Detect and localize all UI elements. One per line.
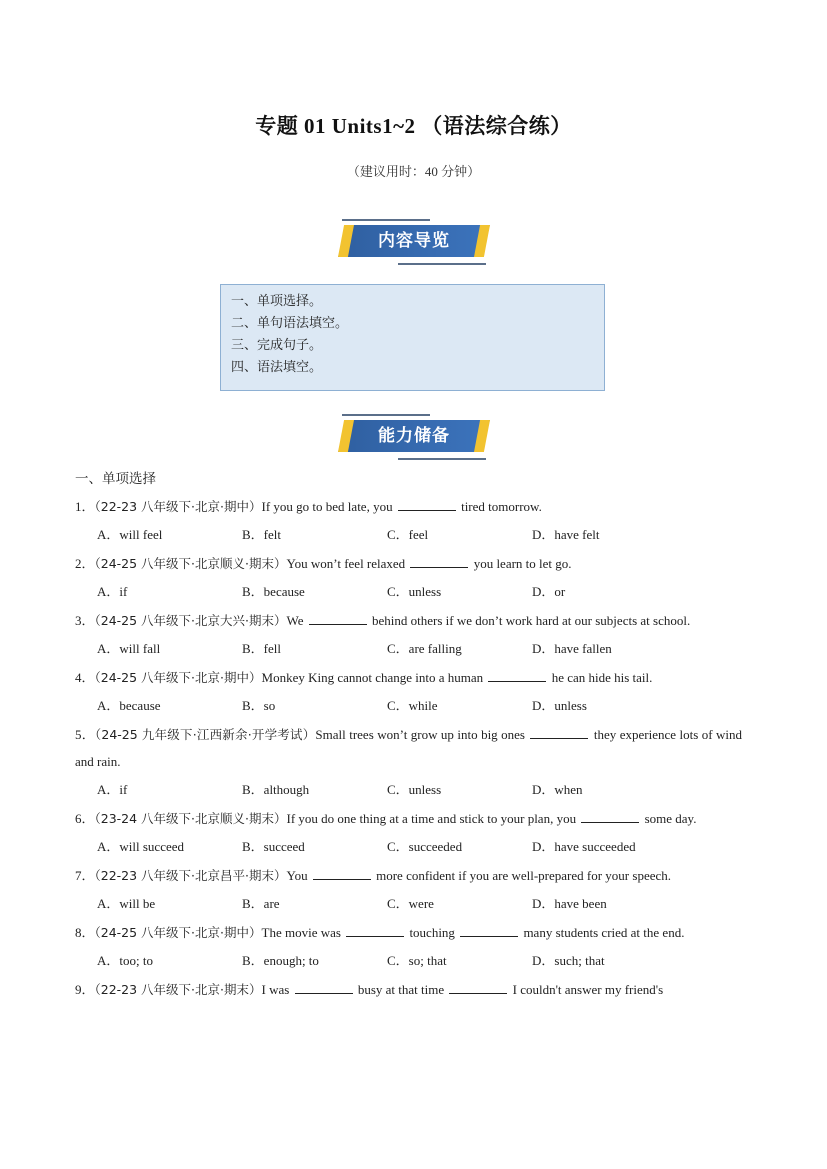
option-d[interactable]: D．have felt	[532, 527, 600, 542]
banner-top-line	[342, 219, 430, 221]
question-2	[75, 550, 742, 607]
question-number: 2．	[75, 556, 95, 571]
question-text: he can hide his tail.	[551, 670, 653, 685]
question-source: （24-25 八年级下·北京大兴·期末）	[94, 613, 287, 628]
question-7	[75, 862, 742, 919]
question-number: 1．	[75, 499, 95, 514]
question-text: We	[286, 613, 304, 628]
question-source: （24-25 八年级下·北京·期中）	[94, 925, 262, 940]
option-b[interactable]: B．are	[242, 896, 280, 911]
answer-blank[interactable]	[488, 668, 546, 682]
question-text: Small trees won’t grow up into big ones	[315, 727, 525, 742]
question-number: 9．	[75, 982, 95, 997]
question-source: （23-24 八年级下·北京顺义·期末）	[94, 811, 287, 826]
banner-bottom-line	[398, 263, 486, 265]
toc-item: 四、语法填空。	[231, 360, 323, 375]
answer-blank[interactable]	[309, 611, 367, 625]
option-b[interactable]: B．felt	[242, 527, 281, 542]
option-c[interactable]: C．are falling	[387, 641, 462, 656]
option-a[interactable]: A．too; to	[97, 953, 153, 968]
answer-blank[interactable]	[313, 866, 371, 880]
question-text: The movie was	[261, 925, 341, 940]
question-5	[75, 721, 742, 805]
question-list	[75, 493, 742, 1003]
question-text: If you go to bed late, you	[261, 499, 393, 514]
option-d[interactable]: D．have fallen	[532, 641, 612, 656]
question-text: busy at that time	[357, 982, 445, 997]
question-text: You	[286, 868, 308, 883]
question-text: touching	[409, 925, 455, 940]
question-text: many students cried at the end.	[523, 925, 685, 940]
question-9	[75, 976, 742, 1003]
option-d[interactable]: D．have been	[532, 896, 607, 911]
time-suggestion: （建议用时：40 分钟）	[346, 164, 481, 179]
question-1	[75, 493, 742, 550]
question-number: 8．	[75, 925, 95, 940]
question-text: some day.	[644, 811, 697, 826]
question-source: （22-23 八年级下·北京·期末）	[94, 982, 262, 997]
question-text: If you do one thing at a time and stick to your plan, you	[286, 811, 577, 826]
option-a[interactable]: A．if	[97, 782, 128, 797]
question-number: 3．	[75, 613, 95, 628]
option-a[interactable]: A．will fall	[97, 641, 161, 656]
option-a[interactable]: A．if	[97, 584, 128, 599]
option-a[interactable]: A．because	[97, 698, 161, 713]
question-4	[75, 664, 742, 721]
overview-banner	[338, 219, 490, 265]
option-b[interactable]: B．because	[242, 584, 305, 599]
option-d[interactable]: D．unless	[532, 698, 587, 713]
option-b[interactable]: B．so	[242, 698, 276, 713]
answer-blank[interactable]	[398, 497, 456, 511]
option-c[interactable]: C．succeeded	[387, 839, 463, 854]
page-title: 专题 01 Units1~2 （语法综合练）	[255, 114, 572, 138]
question-text: they experience lots of wind and rain.	[75, 727, 743, 769]
option-d[interactable]: D．such; that	[532, 953, 605, 968]
question-number: 5．	[75, 727, 95, 742]
question-number: 4．	[75, 670, 95, 685]
question-source: （24-25 八年级下·北京顺义·期末）	[94, 556, 287, 571]
option-a[interactable]: A．will be	[97, 896, 156, 911]
question-source: （22-23 八年级下·北京·期中）	[94, 499, 262, 514]
answer-blank[interactable]	[410, 554, 468, 568]
toc-item: 一、单项选择。	[231, 294, 323, 309]
question-text: more confident if you are well-prepared for your speech.	[376, 868, 672, 883]
option-b[interactable]: B．succeed	[242, 839, 305, 854]
option-d[interactable]: D．when	[532, 782, 583, 797]
question-source: （24-25 九年级下·江西新余·开学考试）	[94, 727, 316, 742]
option-d[interactable]: D．or	[532, 584, 566, 599]
question-text: I was	[261, 982, 290, 997]
skills-banner	[338, 414, 490, 460]
option-c[interactable]: C．were	[387, 896, 434, 911]
question-number: 7．	[75, 868, 95, 883]
answer-blank[interactable]	[346, 923, 404, 937]
answer-blank[interactable]	[530, 725, 588, 739]
answer-blank[interactable]	[581, 809, 639, 823]
question-3	[75, 607, 742, 664]
overview-banner-label: 内容导览	[378, 231, 450, 251]
banner-bottom-line	[398, 458, 486, 460]
option-c[interactable]: C．so; that	[387, 953, 447, 968]
question-text: I couldn't answer my friend's	[512, 982, 664, 997]
question-text: You won’t feel relaxed	[286, 556, 406, 571]
question-text: tired tomorrow.	[461, 499, 542, 514]
option-d[interactable]: D．have succeeded	[532, 839, 636, 854]
option-c[interactable]: C．unless	[387, 584, 442, 599]
question-source: （22-23 八年级下·北京昌平·期末）	[94, 868, 287, 883]
option-b[interactable]: B．although	[242, 782, 310, 797]
option-c[interactable]: C．while	[387, 698, 438, 713]
question-text: Monkey King cannot change into a human	[261, 670, 484, 685]
section-heading: 一、单项选择	[75, 471, 156, 487]
question-text: you learn to let go.	[473, 556, 572, 571]
option-c[interactable]: C．feel	[387, 527, 429, 542]
question-6	[75, 805, 742, 862]
option-b[interactable]: B．fell	[242, 641, 281, 656]
answer-blank[interactable]	[460, 923, 518, 937]
toc-item: 三、完成句子。	[231, 338, 323, 353]
banner-top-line	[342, 414, 430, 416]
option-c[interactable]: C．unless	[387, 782, 442, 797]
answer-blank[interactable]	[449, 980, 507, 994]
answer-blank[interactable]	[295, 980, 353, 994]
option-a[interactable]: A．will feel	[97, 527, 163, 542]
question-number: 6．	[75, 811, 95, 826]
option-a[interactable]: A．will succeed	[97, 839, 185, 854]
option-b[interactable]: B．enough; to	[242, 953, 319, 968]
content-overview-box	[220, 284, 605, 391]
toc-item: 二、单句语法填空。	[231, 316, 349, 331]
question-source: （24-25 八年级下·北京·期中）	[94, 670, 262, 685]
question-text: behind others if we don’t work hard at our subjects at school.	[372, 613, 691, 628]
skills-banner-label: 能力储备	[378, 426, 450, 446]
question-8	[75, 919, 742, 976]
